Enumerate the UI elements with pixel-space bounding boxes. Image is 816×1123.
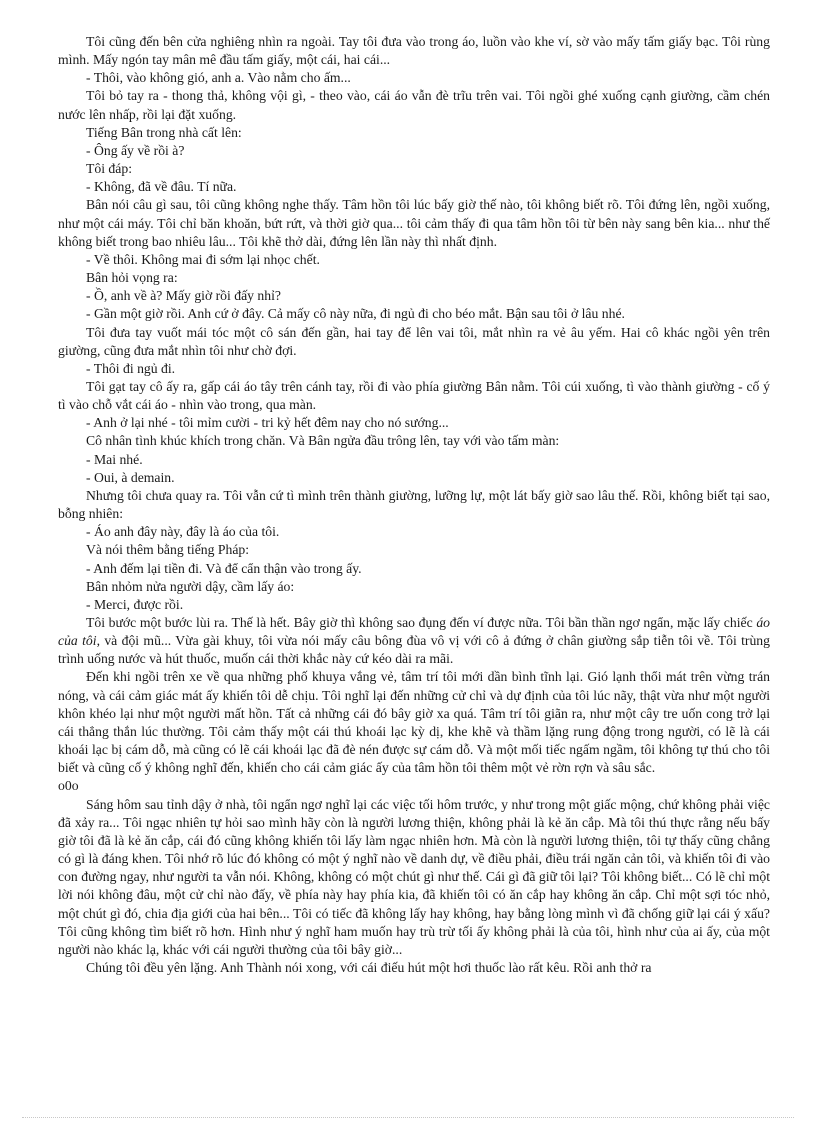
text-run: , và đội mũ... Vừa gài khuy, tôi vừa nói mấy câu bông đùa vô vị với cô ả đứng ở chân giường sắp tiễn tôi về. Tôi trùng trình uống nước và hút thuốc, muốn cái thời khắc này cứ kéo dài ra mãi. [58,633,770,667]
paragraph: Tôi cũng đến bên cửa nghiêng nhìn ra ngoài. Tay tôi đưa vào trong áo, luồn vào khe ví, sờ vào mấy tấm giấy bạc. Tôi rùng mình. Mấy ngón tay mân mê đầu tấm giấy, một cái, hai cái... [58,34,770,68]
paragraph: - Áo anh đây này, đây là áo của tôi. [86,524,280,540]
paragraph: - Mai nhé. [86,451,143,467]
paragraph: Cô nhân tình khúc khích trong chăn. Và Bân ngửa đầu trông lên, tay với vào tấm màn: [86,433,560,449]
paragraph: Bân nhỏm nửa người dậy, cầm lấy áo: [86,578,295,594]
paragraph: Bân nói câu gì sau, tôi cũng không nghe thấy. Tâm hồn tôi lúc bấy giờ thế nào, tôi không biết rõ. Tôi đứng lên, ngồi xuống, như một cái máy. Tôi chỉ băn khoăn, bứt rứt, và thời giờ qua... tôi cảm thấy đi qua tâm hồn tôi từ bên này sang bên kia... như thế không biết trong bao nhiêu lâu... Tôi khẽ thở dài, đứng lên lần này thì nhất định. [58,197,770,249]
paragraph: - Oui, à demain. [86,469,175,485]
paragraph: - Không, đã về đâu. Tí nữa. [86,179,237,195]
paragraph: - Ông ấy về rồi à? [86,142,185,158]
italic-phrase: áo của tôi [58,615,770,649]
paragraph-with-italic [58,614,770,668]
document-body [58,33,770,977]
paragraph: - Thôi đi ngủ đi. [86,360,176,376]
paragraph: Và nói thêm bằng tiếng Pháp: [86,542,250,558]
paragraph: - Anh đếm lại tiền đi. Và để cẩn thận vào trong ấy. [86,560,362,576]
page-bottom-divider [22,1117,794,1118]
paragraph: Tiếng Bân trong nhà cất lên: [86,124,242,140]
paragraph: Tôi bỏ tay ra - thong thả, không vội gì, - theo vào, cái áo vẫn đè trĩu trên vai. Tôi ngồi ghé xuống cạnh giường, cầm chén nước lên nhấp, rồi lại đặt xuống. [58,88,770,122]
paragraph: - Thôi, vào không gió, anh a. Vào nằm cho ấm... [86,70,351,86]
paragraph: Đến khi ngồi trên xe về qua những phố khuya vắng vẻ, tâm trí tôi mới dần bình tĩnh lại. Gió lạnh thổi mát trên vừng trán nóng, và cái cảm giác mát ấy khiến tôi dễ chịu. Tôi nghĩ lại đến những cử chỉ và dự định của tôi lúc nãy, thật vừa như một người khôn khéo lại như một người mất hồn. Tất cả những cái đó bây giờ xa quá. Tâm trí tôi giãn ra, như một cây tre uốn cong trở lại cái thẳng thắn lúc thường. Tôi cảm thấy một cái thú khoái lạc kỳ dị, khe khẽ và thầm lặng rung động trong người, có lẽ là cái khoái lạc bị cám dỗ, mà cũng có lẽ cái khoái lạc đã đè nén được sự cám dỗ. Và một mối tiếc ngấm ngầm, tôi không tự thú cho tôi biết và cũng cố ý không nghĩ đến, khiến cho cái cảm giác ấy của tâm hồn tôi thêm một vẻ rờn rợn và sâu sắc. [58,669,770,776]
paragraph: Tôi đáp: [86,161,132,177]
paragraph: Sáng hôm sau tỉnh dậy ở nhà, tôi ngẩn ngơ nghĩ lại các việc tối hôm trước, y như trong một giấc mộng, chứ không phải việc đã xảy ra... Tôi ngạc nhiên tự hỏi sao mình hãy còn là người lương thiện, không phải là kẻ ăn cắp. Mà tôi thú thực rằng nếu bấy giờ tôi đã là kẻ ăn cắp, cái đó cũng không khiến tôi lấy làm ngạc nhiên hơn. Mà còn là người lương thiện, tôi tự thấy cũng chẳng có gì là đáng khen. Tôi nhớ rõ lúc đó không có một ý nghĩ nào về danh dự, về điều phải, điều trái ngăn cản tôi, và khiến tôi đi vào con đường ngay, như người ta vẫn nói. Không, không có một chút gì như thế. Cái gì đã giữ tôi lại? Tôi không biết... Có lẽ chỉ một lời nói không đâu, một cử chỉ nào đấy, về phía này hay phía kia, đã khiến tôi có ăn cắp hay không ăn cắp. Chỉ một sợi tóc nhỏ, một chút gì đó, chia địa giới của hai bên... Tôi có tiếc đã không lấy hay không, hay bằng lòng mình vì đã chống giữ lại cái ý xấu? Tôi cũng không tìm biết rõ hơn. Hình như ý nghĩ ham muốn hay trù trừ tối ấy không phải là của tôi, hình như của ai ấy, của một người nào khác lạ, khác với cái người thường của tôi bây giờ... [58,796,770,957]
paragraph: - Anh ở lại nhé - tôi mỉm cười - tri kỷ hết đêm nay cho nó sướng... [86,415,449,431]
paragraph: - Ồ, anh về à? Mấy giờ rồi đấy nhỉ? [86,288,282,304]
paragraph: Tôi gạt tay cô ấy ra, gấp cái áo tây trên cánh tay, rồi đi vào phía giường Bân nằm. Tôi cúi xuống, tì vào thành giường - cố ý tì vào chỗ vắt cái áo - nhìn vào trong, qua màn. [58,378,770,413]
paragraph: Tôi đưa tay vuốt mái tóc một cô sán đến gần, hai tay để lên vai tôi, mắt nhìn ra vẻ âu yếm. Hai cô khác ngồi yên trên giường, cũng đưa mắt nhìn tôi như chờ đợi. [58,324,770,358]
text-run: Tôi bước một bước lùi ra. Thế là hết. Bây giờ thì không sao đụng đến ví được nữa. Tôi bần thần ngơ ngẩn, mặc lấy chiếc [86,615,757,630]
paragraph: - Merci, được rồi. [86,596,184,612]
section-separator: o0o [58,778,79,794]
paragraph: Nhưng tôi chưa quay ra. Tôi vẫn cứ tì mình trên thành giường, lưỡng lự, một lát bấy giờ sao lâu thế. Rồi, không biết tại sao, bỗng nhiên: [58,487,770,522]
paragraph: Chúng tôi đều yên lặng. Anh Thành nói xong, với cái điếu hút một hơi thuốc lào rất kêu. Rồi anh thở ra [86,959,652,975]
paragraph: - Gần một giờ rồi. Anh cứ ở đây. Cả mấy cô này nữa, đi ngủ đi cho béo mắt. Bận sau tôi ở lâu nhé. [86,306,625,322]
paragraph: Bân hỏi vọng ra: [86,270,178,286]
paragraph: - Về thôi. Không mai đi sớm lại nhọc chết. [86,251,320,267]
